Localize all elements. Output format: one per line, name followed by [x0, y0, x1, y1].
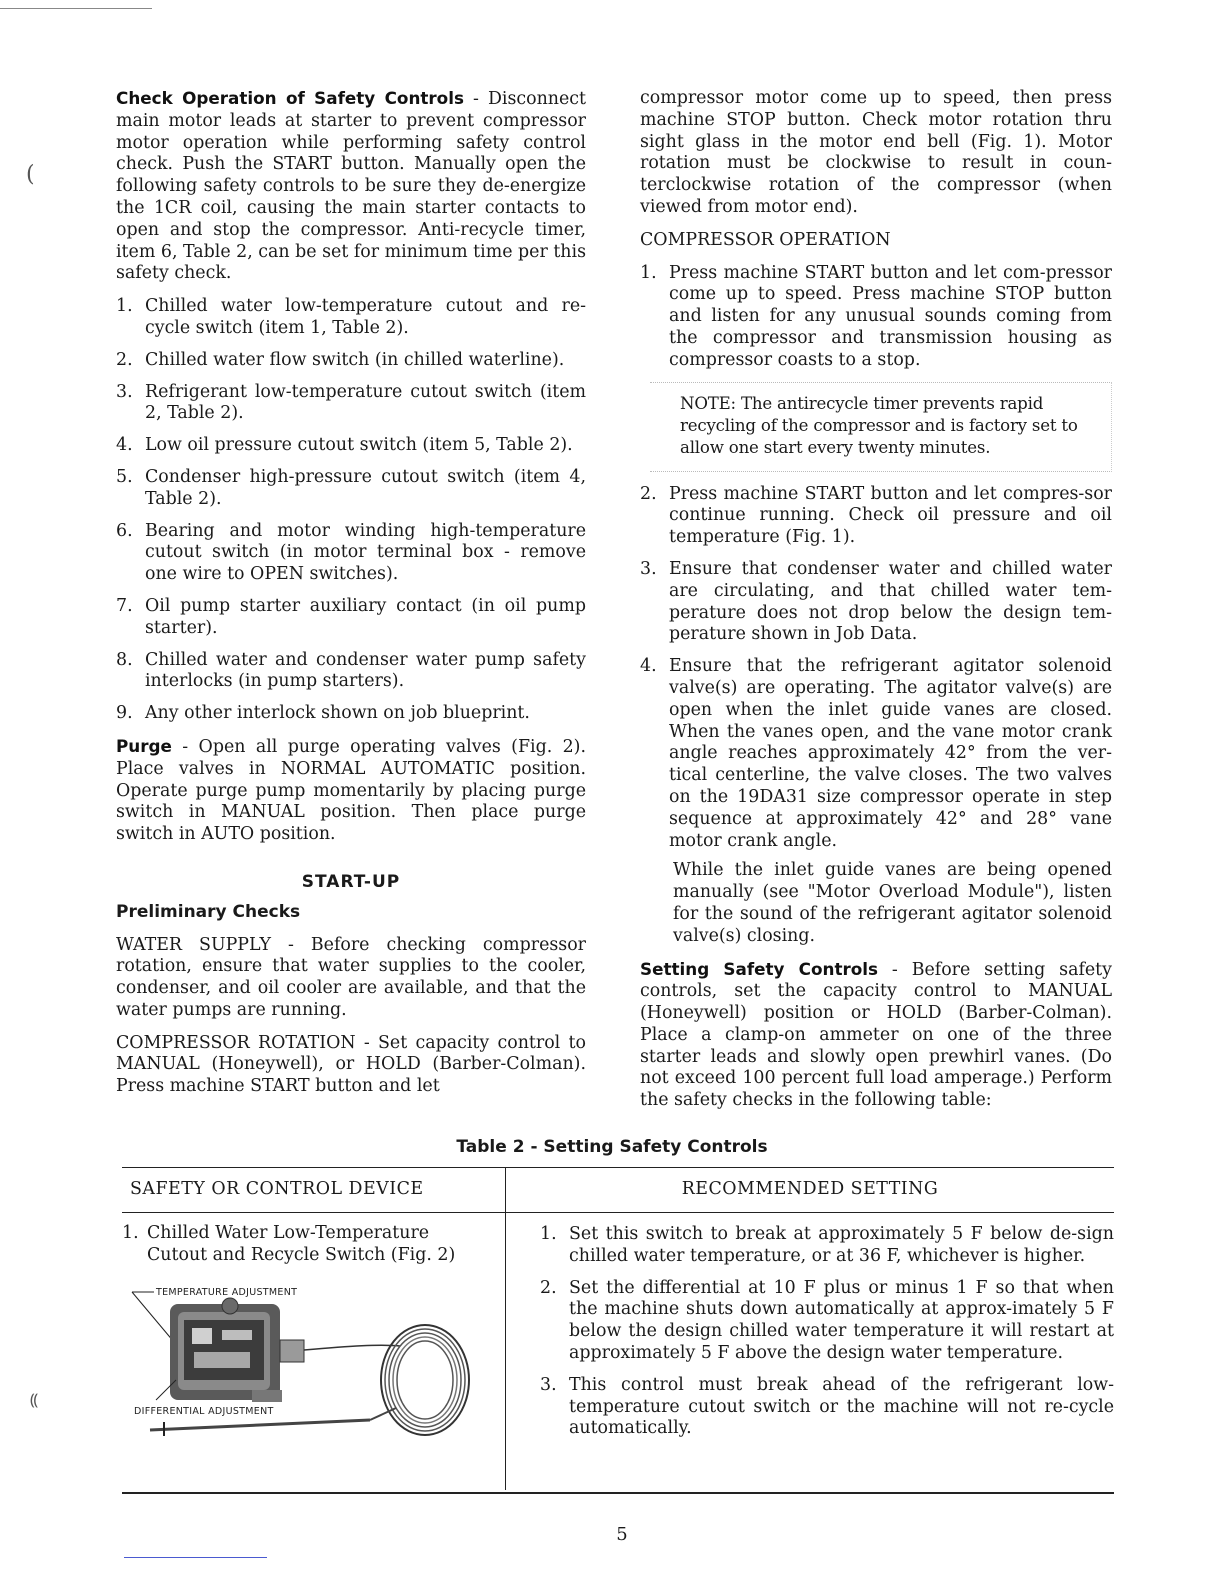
preliminary-checks-heading: Preliminary Checks [116, 901, 301, 922]
safety-controls-intro: - Disconnect main motor leads at starter to prevent compressor motor operation while performing safety control check. Push the START button. Manually open the following safety controls to be sure they de-energize the 1CR coil, causing the main starter contacts to open and stop the compressor. Anti-recycle timer, item 6, Table 2, can be set for minimum time per this safety check. [116, 89, 587, 284]
table-cell-settings [540, 1224, 1114, 1451]
purge-heading: Purge [116, 735, 172, 756]
list-item: 2. Set the differential at 10 F plus or minus 1 F so that when the machine shuts down automatically at approx-imately 5 F below the design chilled water temperature it will restart at approximately 5 F above the design water temperature. [540, 1277, 1114, 1363]
water-supply-paragraph: WATER SUPPLY - Before checking compressor rotation, ensure that water supplies to the cooler, condenser, and oil cooler are available, and that the water pumps are running. [116, 934, 586, 1020]
list-item: 1. Press machine START button and let com-pressor come up to speed. Press machine STOP button and listen for any unusual sounds coming from the compressor and transmission housing as compressor coasts to a stop. [640, 262, 1112, 370]
list-item: 2. Chilled water flow switch (in chilled waterline). [116, 349, 565, 370]
table-title: Table 2 - Setting Safety Controls [456, 1137, 768, 1157]
list-item: 4. Ensure that the refrigerant agitator solenoid valve(s) are operating. The agitator valve(s) are open when the inlet guide vanes are closed. When the vanes open, and the vane motor crank angle reaches approximately 42° from the ver-tical centerline, the valve closes. The two valves on the 19DA31 size compressor operate in step sequence at approximately 42° and 28° vane motor crank angle. [640, 656, 1112, 851]
table-header-device: SAFETY OR CONTROL DEVICE [130, 1179, 424, 1199]
list-item: 4. Low oil pressure cutout switch (item 5, Table 2). [116, 435, 573, 456]
margin-mark: ( [26, 162, 35, 187]
setting-safety-heading: Setting Safety Controls [640, 958, 879, 979]
purge-text: - Open all purge operating valves (Fig. 2). Place valves in NORMAL AUTOMATIC position. Operate purge pump momentarily by placing purge switch in MANUAL position. Then place purge switch in AUTO position. [116, 736, 586, 845]
list-item: 2. Press machine START button and let compres-sor continue running. Check oil pressure and oil temperature (Fig. 1). [640, 483, 1112, 548]
top-rule [0, 8, 152, 9]
compressor-rotation-paragraph: COMPRESSOR ROTATION - Set capacity control to MANUAL (Honeywell), or HOLD (Barber-Colman). Press machine START button and let [116, 1032, 586, 1097]
safety-controls-heading: Check Operation of Safety Controls [116, 88, 464, 108]
settings-table [122, 1167, 1114, 1494]
right-column [640, 88, 1112, 1123]
page-number: 5 [616, 1524, 628, 1545]
list-item: 8. Chilled water and condenser water pump safety interlocks (in pump starters). [116, 649, 586, 692]
list-item: 1. Set this switch to break at approximately 5 F below de-sign chilled water temperature, or at 36 F, whichever is higher. [540, 1224, 1114, 1266]
compressor-operation-heading: COMPRESSOR OPERATION [640, 229, 891, 250]
operation-list-start [640, 263, 1112, 372]
table-cell-device [122, 1222, 492, 1266]
safety-controls-paragraph [116, 88, 586, 285]
settings-list [540, 1224, 1114, 1440]
bottom-rule [124, 1557, 267, 1558]
agitator-listen-paragraph: While the inlet guide vanes are being opened manually (see "Motor Overload Module"), listen for the sound of the refrigerant agitator solenoid valve(s) closing. [673, 860, 1112, 946]
setting-safety-paragraph [640, 959, 1112, 1113]
list-item: 9. Any other interlock shown on job blueprint. [116, 703, 530, 724]
safety-checks-list [116, 296, 586, 725]
temperature-switch-figure [130, 1280, 486, 1445]
table-column-divider [505, 1168, 506, 1490]
rotation-continued-paragraph: compressor motor come up to speed, then press machine STOP button. Check motor rotation thru sight glass in the motor end bell (Fig. 1). Motor rotation must be clockwise to result in coun-terclockwise rotation of the compressor (when viewed from motor end). [640, 88, 1112, 217]
margin-mark: ⸨ [30, 1390, 39, 1409]
list-item: 7. Oil pump starter auxiliary contact (in oil pump starter). [116, 595, 586, 638]
table-header-rule [122, 1212, 1114, 1213]
setting-safety-text: - Before setting safety controls, set the capacity control to MANUAL (Honeywell) position or HOLD (Barber-Colman). Place a clamp-on ammeter on one of the three starter leads and slowly open prewhirl vanes. (Do not exceed 100 percent full load amperage.) Perform the safety checks in the following table: [640, 959, 1112, 1111]
left-column [116, 88, 586, 1109]
differential-adjustment-label: DIFFERENTIAL ADJUSTMENT [134, 1406, 274, 1417]
device-item: 1. Chilled Water Low-Temperature Cutout and Recycle Switch (Fig. 2) [122, 1223, 456, 1265]
list-item: 3. Refrigerant low-temperature cutout switch (item 2, Table 2). [116, 381, 586, 424]
table-header-setting: RECOMMENDED SETTING [681, 1179, 939, 1199]
list-item: 5. Condenser high-pressure cutout switch (item 4, Table 2). [116, 466, 586, 509]
purge-paragraph [116, 736, 586, 846]
list-item: 3. This control must break ahead of the refrigerant low-temperature cutout switch or the machine will not re-cycle automatically. [540, 1374, 1114, 1439]
temperature-adjustment-label: TEMPERATURE ADJUSTMENT [156, 1287, 298, 1298]
list-item: 3. Ensure that condenser water and chilled water are circulating, and that chilled water tem-perature does not drop below the design tem-perature shown in Job Data. [640, 558, 1112, 645]
operation-list [640, 484, 1112, 853]
antirecycle-note: NOTE: The antirecycle timer prevents rapid recycling of the compressor and is factory set to allow one start every twenty minutes. [650, 382, 1112, 472]
startup-heading: START-UP [301, 871, 401, 892]
list-item: 6. Bearing and motor winding high-temperature cutout switch (in motor terminal box - remove one wire to OPEN switches). [116, 520, 586, 585]
list-item: 1. Chilled water low-temperature cutout and re-cycle switch (item 1, Table 2). [116, 296, 586, 338]
